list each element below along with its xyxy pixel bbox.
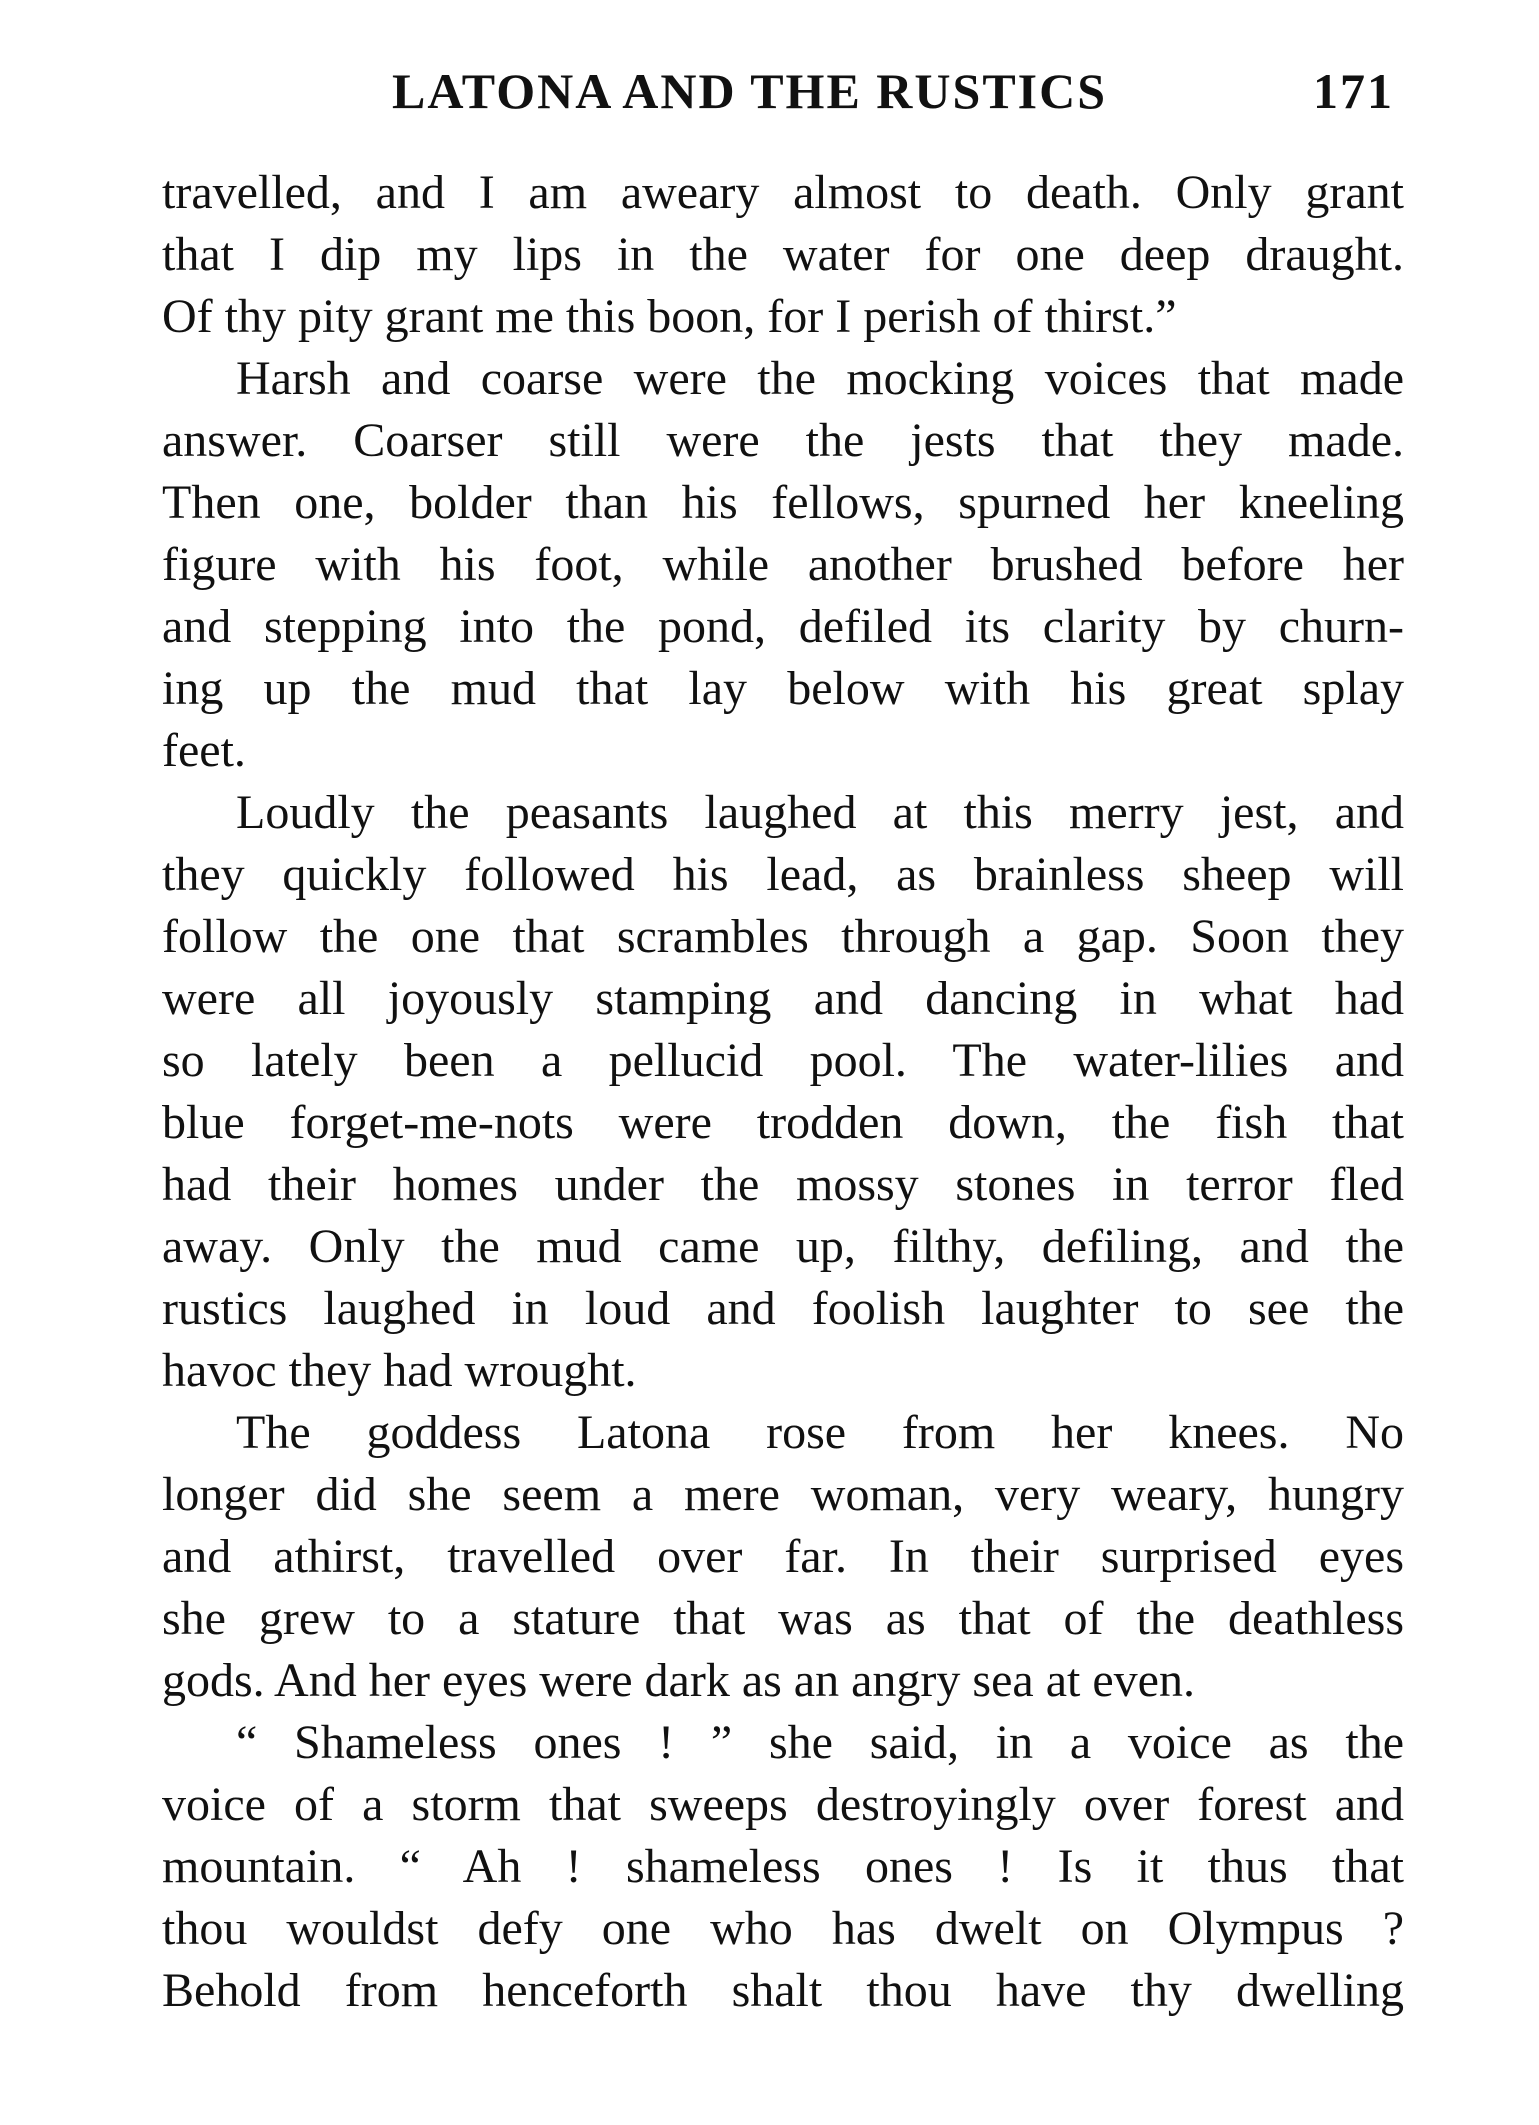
text-line: and stepping into the pond, defiled its clarity by churn-	[162, 600, 1404, 653]
text-line: The goddess Latona rose from her knees. No	[236, 1406, 1404, 1459]
text-line: mountain. “ Ah ! shameless ones ! Is it thus that	[162, 1840, 1404, 1893]
text-line: Harsh and coarse were the mocking voices that made	[236, 352, 1404, 405]
chapter-title: LATONA AND THE RUSTICS	[392, 63, 1108, 119]
text-line: they quickly followed his lead, as brainless sheep will	[162, 848, 1404, 901]
text-line: feet.	[162, 724, 246, 777]
text-line: were all joyously stamping and dancing in what had	[162, 972, 1404, 1025]
text-line: Behold from henceforth shalt thou have thy dwelling	[162, 1964, 1404, 2017]
book-page	[162, 62, 1404, 2022]
text-line: she grew to a stature that was as that of the deathless	[162, 1592, 1404, 1645]
text-line: longer did she seem a mere woman, very weary, hungry	[162, 1468, 1404, 1521]
text-line: blue forget-me-nots were trodden down, the fish that	[162, 1096, 1404, 1149]
text-line: havoc they had wrought.	[162, 1344, 637, 1397]
text-line: gods. And her eyes were dark as an angry sea at even.	[162, 1654, 1195, 1707]
page-number: 171	[1313, 63, 1394, 119]
text-line: travelled, and I am aweary almost to death. Only grant	[162, 166, 1404, 219]
text-line: Then one, bolder than his fellows, spurned her kneeling	[162, 476, 1404, 529]
text-line: voice of a storm that sweeps destroyingly over forest and	[162, 1778, 1404, 1831]
text-line: ing up the mud that lay below with his great splay	[162, 662, 1404, 715]
text-line: and athirst, travelled over far. In their surprised eyes	[162, 1530, 1404, 1583]
running-head	[162, 62, 1404, 132]
text-line: Of thy pity grant me this boon, for I perish of thirst.”	[162, 290, 1177, 343]
text-line: Loudly the peasants laughed at this merry jest, and	[236, 786, 1404, 839]
text-line: that I dip my lips in the water for one deep draught.	[162, 228, 1404, 281]
text-line: figure with his foot, while another brushed before her	[162, 538, 1404, 591]
text-line: answer. Coarser still were the jests that they made.	[162, 414, 1404, 467]
text-line: away. Only the mud came up, filthy, defiling, and the	[162, 1220, 1404, 1273]
body-text	[162, 162, 1404, 2022]
text-line: follow the one that scrambles through a gap. Soon they	[162, 910, 1404, 963]
text-line: “ Shameless ones ! ” she said, in a voice as the	[236, 1716, 1404, 1769]
text-line: so lately been a pellucid pool. The water-lilies and	[162, 1034, 1404, 1087]
text-line: had their homes under the mossy stones in terror fled	[162, 1158, 1404, 1211]
text-line: rustics laughed in loud and foolish laughter to see the	[162, 1282, 1404, 1335]
text-line: thou wouldst defy one who has dwelt on Olympus ?	[162, 1902, 1404, 1955]
